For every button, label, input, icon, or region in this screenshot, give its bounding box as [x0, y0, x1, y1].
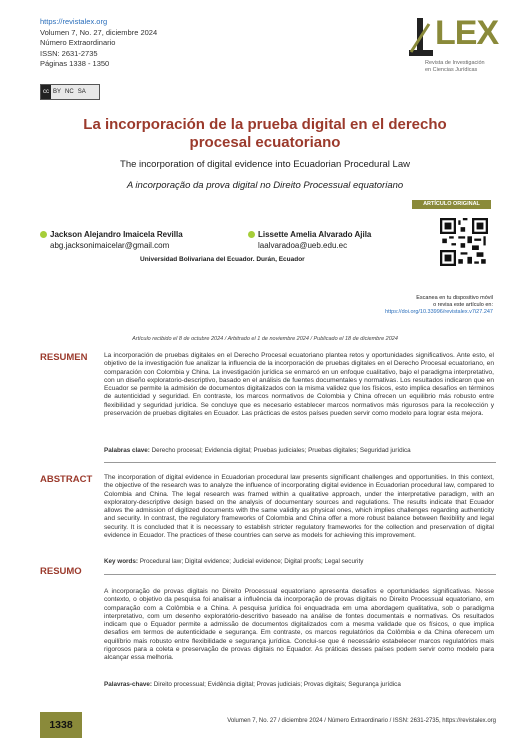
resumo-keywords: Palavras-chave: Direito processual; Evidência digital; Provas judiciais; Provas digitais; Segurança jurídica — [104, 681, 401, 688]
by-icon: BY — [53, 89, 62, 95]
edition-text: Número Extraordinario — [40, 38, 116, 48]
resumo-heading: RESUMO — [40, 566, 82, 577]
lex-logo — [407, 14, 503, 76]
orcid-icon[interactable] — [40, 231, 47, 238]
qr-code-icon[interactable] — [440, 218, 488, 266]
cc-icon: cc — [41, 85, 51, 99]
section-divider — [104, 462, 496, 463]
article-type-badge: ARTÍCULO ORIGINAL — [412, 200, 491, 209]
journal-url-link[interactable]: https://revistalex.org — [40, 17, 108, 26]
orcid-icon[interactable] — [248, 231, 255, 238]
article-title: La incorporación de la prueba digital en el derecho procesal ecuatoriano — [83, 116, 447, 151]
logo-subtitle: Revista de Investigación en Ciencias Jurídicas — [425, 60, 485, 73]
cc-license-badge[interactable] — [40, 84, 100, 100]
resumen-heading: RESUMEN — [40, 352, 88, 363]
article-title-portuguese: A incorporação da prova digital no Direito Processual equatoriano — [126, 180, 404, 191]
abstract-keywords: Key words: Procedural law; Digital evidence; Judicial evidence; Digital proofs; Legal security — [104, 558, 364, 565]
author-2 — [248, 229, 371, 251]
affiliation: Universidad Bolivariana del Ecuador. Durán, Ecuador — [140, 256, 305, 263]
author-1 — [40, 229, 183, 251]
resumen-text: La incorporación de pruebas digitales en el Derecho Procesal ecuatoriano plantea retos y oportunidades significativos. Ante esto, el objetivo de la investigación fue analizar la influencia de la incorporación de pruebas digitales en el Derecho Procesal ecuatoriano, en comparación con Colombia y China. La investigación jurídica se enmarcó en un enfoque cualitativo, bajo el paradigma interpretativo, con un diseño exploratorio-descriptivo, basado en el análisis de fuentes documentales y normativas. Los resultados indicaron que en Ecuador se permite la admisión de documentos digitalizados con la misma validez que los físicos, esto implica desafíos en términos de autenticidad y seguridad. En contraste, los marcos normativos de Colombia y China ofrecen un equilibrio más robusto entre flexibilidad y seguridad jurídica. Se concluye que es necesario establecer marcos normativos más rigurosos para la recolección y preservación de pruebas digitales en Ecuador. Las prácticas de estos países pueden servir como modelo para lograr esta mejora. — [104, 352, 494, 418]
volume-text: Volumen 7, No. 27, diciembre 2024 — [40, 27, 158, 37]
footer-text: Volumen 7, No. 27 / diciembre 2024 / Número Extraordinario / ISSN: 2631-2735, https://revistalex.org — [227, 718, 496, 724]
resumo-text: A incorporação de provas digitais no Direito Processual equatoriano apresenta desafios e oportunidades significativas. Nesse contexto, o objetivo da pesquisa foi analisar a influência da incorporação de provas digitais no Direito Processual equatoriano, em comparação com a Colômbia e a China. A pesquisa jurídica foi enquadrada em uma abordagem qualitativa, sob o paradigma interpretativo, com um desenho exploratório-descritivo baseado na análise de fontes documentais e normativas. Os resultados indicam que o Equador permite a admissão de documentos digitalizados com a mesma validade que os físicos, o que implica desafios em termos de autenticidade e segurança. Em contraste, os marcos regulatórios da Colômbia e da China oferecem um equilíbrio mais robusto entre flexibilidade e segurança jurídica. Conclui-se que é necessário estabelecer marcos regulatórios mais rigorosos para a coleta e preservação de provas digitais no Equador. As práticas desses países podem servir como modelo para alcançar essa melhoria. — [104, 588, 494, 662]
author-name: Lissette Amelia Alvarado Ajila — [258, 230, 372, 239]
abstract-text: The incorporation of digital evidence in Ecuadorian procedural law presents significant challenges and opportunities. In this context, the objective of the research was to analyze the influence of incorporating digital evidence in Ecuadorian procedural law, compared to Colombia and China. The legal research was framed within a qualitative approach, under the interpretative paradigm, with an exploratory-descriptive design based on the analysis of documentary sources and regulations. The results indicate that Ecuador allows the admission of digitized documents with the same validity as physical ones, which implies challenges regarding authenticity and security. In contrast, the regulatory frameworks of Colombia and China offer a more robust balance between flexibility and legal security. It is concluded that it is necessary to establish stricter regulatory frameworks for the collection and preservation of digital evidence in Ecuador. The practices of these countries can serve as models for achieving this improvement. — [104, 474, 494, 540]
article-dates: Artículo recibido el 8 de octubre 2024 / Arbitrado el 1 de noviembre 2024 / Publicado el 18 de diciembre 2024 — [132, 336, 398, 342]
logo-mark-icon — [407, 16, 437, 62]
section-divider — [104, 574, 496, 575]
journal-meta — [40, 17, 157, 70]
scan-note: Escanea en tu dispositivo móvil o revisa este artículo en: https://doi.org/10.33996/revistalex.v7i27.247 — [385, 295, 493, 315]
author-email[interactable]: abg.jacksonimaicelar@gmail.com — [50, 241, 170, 250]
nc-icon: NC — [65, 89, 74, 95]
author-email[interactable]: laalvaradoa@ueb.edu.ec — [258, 241, 348, 250]
resumen-keywords: Palabras clave: Derecho procesal; Evidencia digital; Pruebas judiciales; Pruebas digitales; Seguridad jurídica — [104, 447, 411, 454]
issn-text: ISSN: 2631-2735 — [40, 48, 98, 58]
page-number: 1338 — [40, 712, 82, 738]
sa-icon: SA — [77, 89, 86, 95]
author-name: Jackson Alejandro Imaicela Revilla — [50, 230, 183, 239]
pages-text: Páginas 1338 - 1350 — [40, 59, 110, 69]
logo-wordmark: LEX — [435, 14, 499, 52]
doi-link[interactable]: https://doi.org/10.33996/revistalex.v7i27.247 — [385, 309, 493, 315]
abstract-heading: ABSTRACT — [40, 474, 93, 485]
article-title-english: The incorporation of digital evidence into Ecuadorian Procedural Law — [120, 159, 410, 170]
